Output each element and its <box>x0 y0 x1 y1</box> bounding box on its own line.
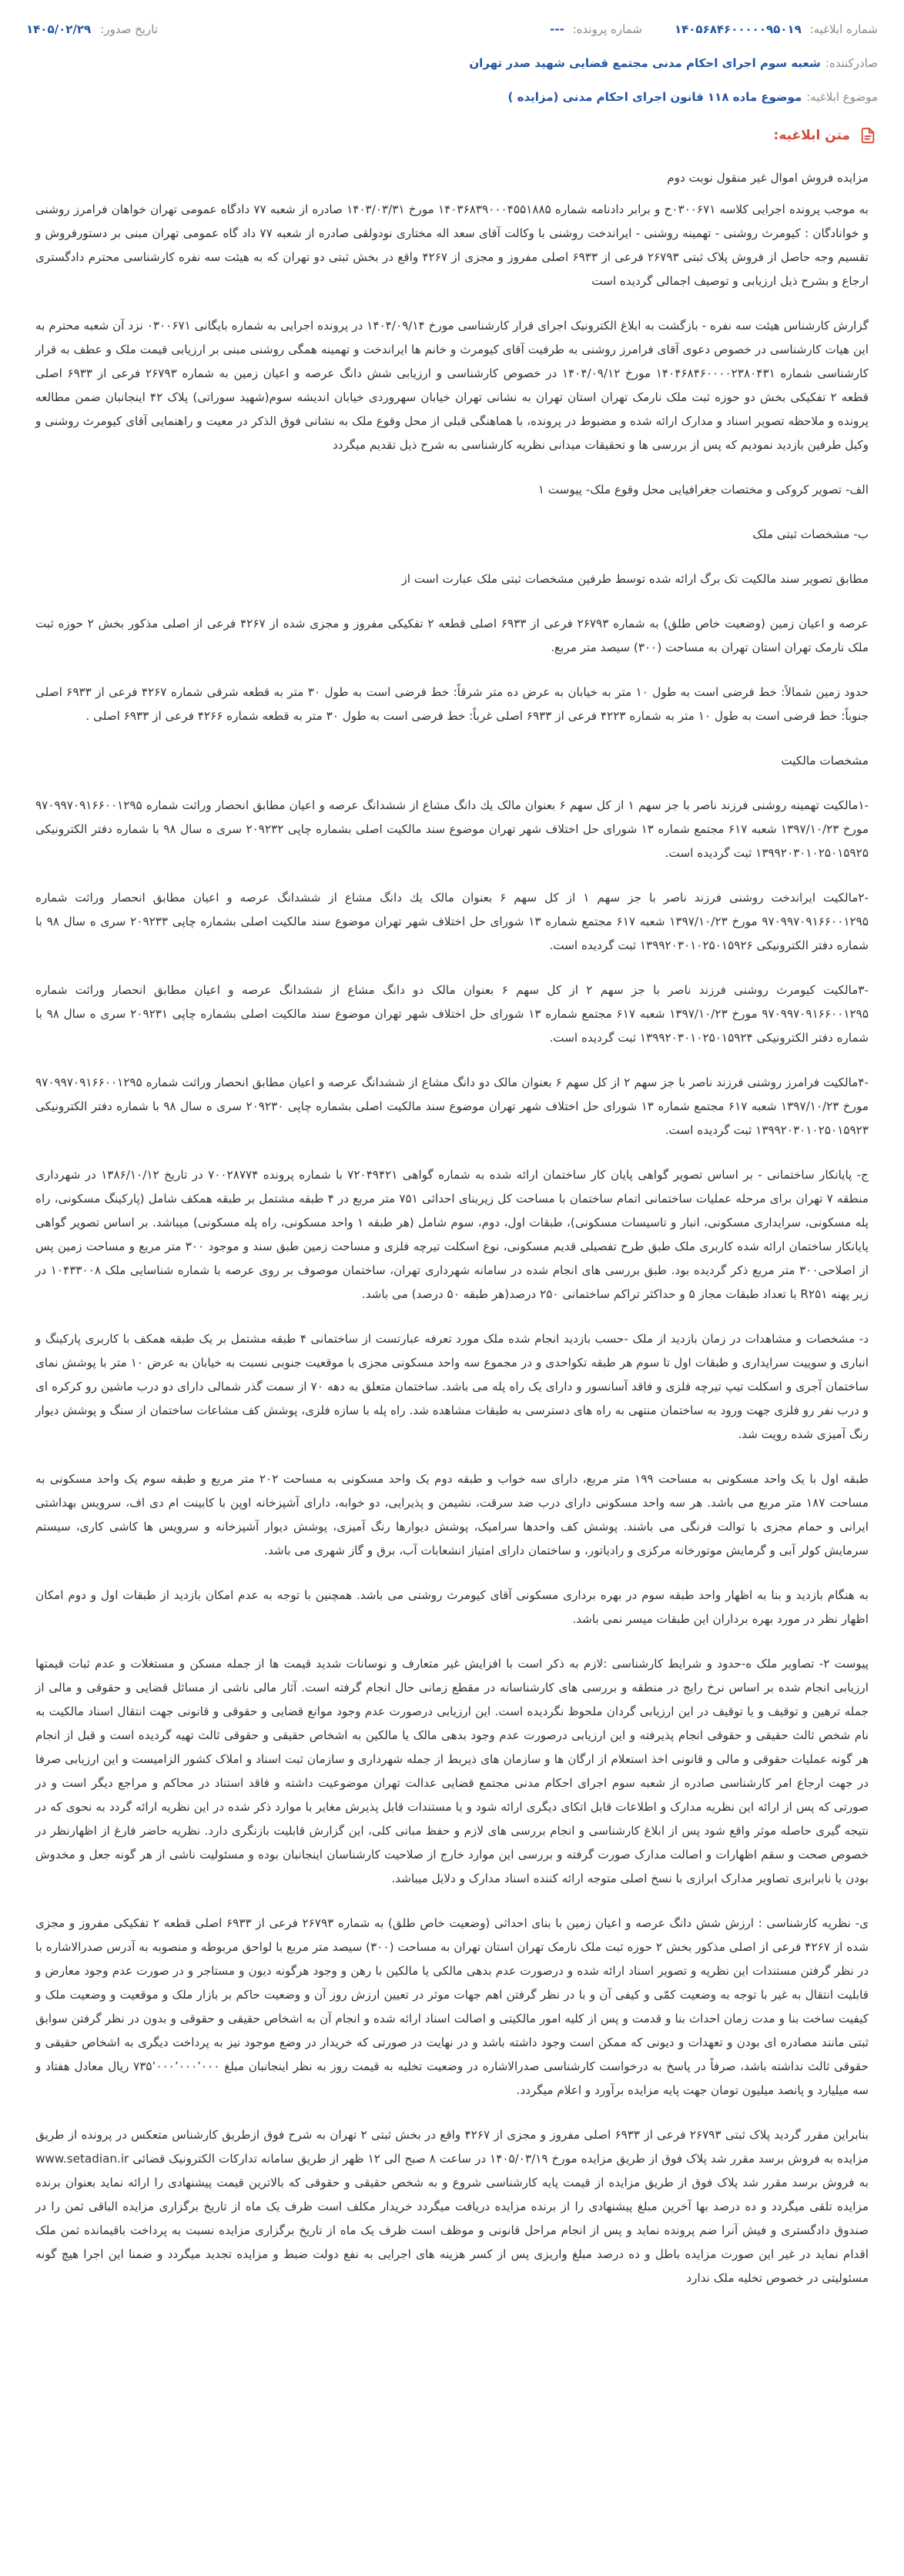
notice-title: متن ابلاغیه: <box>773 128 850 143</box>
paragraph-completion-certificate: ج- پایانکار ساختمانی - بر اساس تصویر گواهی پایان کار ساختمان ارائه شده به شماره گواهی ۷۲۰۴۹۴۲۱ با شماره پرونده ۷۰۰۲۸۷۷۴ در تاریخ ۱۳۸۶/۱۰/۱۲ در شهرداری منطقه ۷ تهران برای مرحله عملیات ساختمانی اتمام ساختمان با مساحت کل زیربنای احداثی ۷۵۱ متر مربع در ۴ طبقه مشتمل بر طبقه همکف شامل (پارکینگ مسکونی، راه پله مسکونی، سرایداری مسکونی، انبار و تاسیسات مسکونی)، طبقات اول، دوم، سوم شامل (هر طبقه ۱ واحد مسکونی، راه پله مسکونی) میباشد. بر اساس تصویر گواهی پایانکار ساختمان ارائه شده کاربری ملک طبق طرح تفصیلی قدیم مسکونی، نوع اسکلت تیرچه فلزی و مساحت زمین طبق سند و موجود ۳۰۰ متر مربع و مساحت زمین پس از اصلاحی۳۰۰ متر مربع ذکر گردیده بود. طبق بررسی های انجام شده در سامانه شهرداری تهران، ساختمان موصوف بر روی عرصه با شماره شناسایی ملک ۱۰۴۳۳۰۰۸ در زیر پهنه R۲۵۱ با تعداد طبقات مجاز ۵ و حداکثر تراکم ساختمانی ۲۵۰ درصد(هر طبقه ۵۰ درصد) می باشد. <box>35 1168 869 1301</box>
auction-heading: مزایده فروش اموال غیر منقول نوبت دوم <box>667 171 869 185</box>
issue-date: ۱۴۰۵/۰۲/۲۹ <box>26 22 92 36</box>
notice-page <box>0 12 904 2576</box>
subject: موضوع ماده ۱۱۸ قانون اجرای احکام مدنی (مزایده ) <box>507 90 802 104</box>
issuer: شعبه سوم اجرای احکام مدنی مجتمع قضایی شهید صدر تهران <box>469 56 821 70</box>
subject-row <box>26 80 878 114</box>
paragraph-owner-4: -۴مالکیت فرامرز روشنی فرزند ناصر با جز سهم ۲ از کل سهم ۶ بعنوان مالک دو دانگ مشاع از ششدانگ عرصه و اعیان مطابق انحصار وراثت شماره ۹۷۰۹۹۷۰۹۱۶۶۰۰۱۲۹۵ مورخ ۱۳۹۷/۱۰/۲۳ شعبه ۶۱۷ مجتمع شماره ۱۳ شورای حل اختلاف شهر تهران موضوع سند مالکیت اصلی بشماره چاپی ۲۰۹۲۳۰ سری ه سال ۹۸ با شماره دفتر الکترونیکی ۱۳۹۹۲۰۳۰۱۰۲۵۰۱۵۹۲۳ ثبت گردیده است. <box>35 1076 869 1137</box>
header-meta-row <box>26 12 878 46</box>
paragraph-expert-opinion: ی- نظریه کارشناسی : ارزش شش دانگ عرصه و اعیان زمین با بنای احداثی (وضعیت خاص طلق) به شماره ۲۶۷۹۳ فرعی از ۶۹۳۳ اصلی قطعه ۲ تفکیکی مفروز و مجزی شده از ۴۲۶۷ فرعی از اصلی مذکور بخش ۲ حوزه ثبت ملک نارمک تهران استان تهران به مساحت (۳۰۰) سیصد متر مربع با لواحق مربوطه و منصوبه به آدرس صدرالاشاره با در نظر گرفتن مستندات این نظریه و تصویر اسناد ارائه شده و درصورت عدم بدهی مالکی یا مالکین با رهن و وجود هرگونه دیون و مستاجر و در صورت عدم وجود معارض و قابلیت انتقال به غیر با توجه به وضعیت کمّی و کیفی آن و با در نظر گرفتن اهم جهات موثر در تعیین ارزش روز آن و وضعیت حاکم بر بازار ملک و موقعیت و وضعیت ملک و کیفیت ساخت بنا و مدت زمان احداث بنا و قدمت و پس از کلیه امور مالکیتی و اصالت اسناد ارائه شده و انجام آن به اشخاص حقیقی و حقوقی و بدون در نظر گرفتن سوابق ثبتی مانند مصادره ای بودن و تعهدات و دیونی که ممکن است وجود داشته باشد و در نهایت در صورتی که خریدار در وضع موجود نیز به پرداخت دیگری به اشخاص حقیقی و حقوقی ثالث نداشته باشد، صرفاً در پاسخ به درخواست کارشناسی صدرالاشاره در وضعیت تخلیه به قیمت روز به نظر اینجانبان مبلغ ۷۳۵٬۰۰۰٬۰۰۰٬۰۰۰ ریال معادل هفتاد و سه میلیارد و پانصد میلیون تومان جهت پایه مزایده برآورد و اعلام میگردد. <box>35 1916 869 2097</box>
paragraph-conditions: پیوست ۲- تصاویر ملک ه-حدود و شرایط کارشناسی :لازم به ذکر است با افزایش غیر متعارف و نوسانات شدید قیمت ها از جمله مسکن و مستغلات و عدم ثبات قیمتها ارزیابی انجام شده بر اساس نرخ رایج در منطقه و بررسی های کارشناسانه در مقطع زمانی حال انجام گرفته است. آثار مالی ناشی از مسائل قضایی و حقوقی و مالی از جمله ترهین و توقیف و یا توقیف در این ارزیابی گردان ملحوظ نگردیده است. این ارزیابی درصورت عدم وجود موانع قضایی و حقوقی و قانونی جهت انتقال اسناد مالکیت به نام شخص ثالث حقیقی و حقوقی انجام پذیرفته و این ارزیابی درصورت عدم وجود بدهی مالک یا مالکین به اشخاص حقیقی و حقوقی ثالث تهیه گردیده است و قبل از انجام هر گونه عملیات حقوقی و مالی و قانونی اخذ استعلام از ارگان ها و سازمان های ذیربط از جمله شهرداری و سازمان ثبت اسناد و املاک کشور الزامیست و این ارزیابی صرفا در جهت ارجاع امر کارشناسی صادره از شعبه سوم اجرای احکام مدنی مجتمع قضایی عدالت تهران موضوعیت داشته و فاقد استناد در محاکم و مراجع دیگر است و در صورتی که پس از ارائه این نظریه مدارک و اطلاعات قابل اتکای دیگری ارائه شود و یا مستندات قابل پذیرش مغایر با موارد ذکر شده در این نظریه ارائه گردد به نحوی که در نتیجه گیری حاصله موثر واقع شود پس از ابلاغ کارشناسی و انجام بررسی های لازم و حفظ مبانی کلی، این گزارش قابلیت بازنگری دارد. نظریه حاضر فارغ از اظهارنظر در خصوص صحت و سقم اظهارات و اصالت مدارک صورت گرفته و بررسی این موارد خارج از صلاحیت کارشناسان اینجانبان بوده و مسئولیت ناشی از هر گونه جعل و مخدوش بودن یا نابرابری تصاویر مدارک ابرازی با نسخ اصلی متوجه ارائه کننده اسناد مدارک و دلایل میباشد. <box>35 1657 869 1885</box>
paragraph-owner-1: -۱مالکیت تهمینه روشنی فرزند ناصر با جز سهم ۱ از کل سهم ۶ بعنوان مالک یك دانگ مشاع از ششدانگ عرصه و اعیان مطابق انحصار وراثت شماره ۹۷۰۹۹۷۰۹۱۶۶۰۰۱۲۹۵ مورخ ۱۳۹۷/۱۰/۲۳ شعبه ۶۱۷ مجتمع شماره ۱۳ شورای حل اختلاف شهر تهران موضوع سند مالکیت اصلی بشماره چاپی ۲۰۹۲۳۲ سری ه سال ۹۸ با شماره دفتر الکترونیکی ۱۳۹۹۲۰۳۰۱۰۲۵۰۱۵۹۲۵ ثبت گردیده است. <box>35 798 869 860</box>
notice-number: ۱۴۰۵۶۸۴۶۰۰۰۰۰۹۵۰۱۹ <box>674 22 802 36</box>
notice-number-label: شماره ابلاغیه: <box>809 22 878 36</box>
paragraph-auction-terms: بنابراین مقرر گردید پلاک ثبتی ۲۶۷۹۳ فرعی از ۶۹۳۳ اصلی مفروز و مجزی از ۴۲۶۷ واقع در بخش ثبتی ۲ تهران به شرح فوق ازطریق کارشناس متعکس در پرونده از طریق مزایده به فروش برسد مقرر شد پلاک فوق از طریق مزایده مورخ ۱۴۰۵/۰۳/۱۹ در ساعت ۸ صبح الی ۱۲ ظهر از طریق سامانه تدارکات الکترونیک قضائی www.setadian.ir به فروش برسد مقرر شد پلاک فوق از طریق مزایده از قیمت پایه کارشناسی شروع و به شخص حقیقی و حقوقی که بالاترین قیمت پیشنهادی را ارائه نماید بعنوان برنده مزایده تلقی میگردد و ده درصد بها آخرین مبلغ پیشنهادی را از برنده مزایده دریافت میگردد خریدار مکلف است ظرف یک ماه از تاریخ برگزاری مزایده الباقی ثمن را در صندوق دادگستری و فیش آنرا ضم پرونده نماید و پس از انجام مراحل قانونی و موظف است ظرف یک ماه از تاریخ برگزاری مزایده نسبت به پرداخت باقیمانده ثمن ملک اقدام نماید در غیر این صورت مزایده باطل و ده درصد مبلغ واریزی پس از کسر هزینه های اجرایی به نفع دولت ضبط و مزایده تجدید میگردد و ضمنا این اجرا هیچ گونه مسئولیتی در خصوص تخلیه ملک ندارد <box>35 2128 869 2285</box>
paragraph-deed-intro: مطابق تصویر سند مالکیت تک برگ ارائه شده توسط طرفین مشخصات ثبتی ملک عبارت است از <box>401 572 869 586</box>
case-number: --- <box>550 22 564 36</box>
paragraph-units-description: طبقه اول با یک واحد مسکونی به مساحت ۱۹۹ متر مربع، دارای سه خواب و طبقه دوم یک واحد مسکونی به مساحت ۲۰۲ متر مربع و طبقه سوم یک واحد مسکونی به مساحت ۱۸۷ متر مربع می باشد. هر سه واحد مسکونی دارای درب ضد سرقت، نشیمن و پذیرایی، دو خوابه، دارای آشپزخانه اوپن با کابینت ام دی اف، سرویس بهداشتی ایرانی و حمام مجزی با توالت فرنگی می باشند. پوشش کف واحدها سرامیک، پوشش دیوارها رنگ آمیزی، پوشش دیوار آشپزخانه و سرویس ها کاشی کاری، سیستم سرمایش کولر آبی و گرمایش موتورخانه مرکزی و رادیاتور، و ساختمان دارای امتیاز انشعابات آب، برق و گاز شهری می باشد. <box>35 1472 869 1557</box>
notice-number-field <box>675 22 878 36</box>
header-numbers <box>158 22 878 36</box>
paragraph-land-boundaries: حدود زمین شمالاً: خط فرضی است به طول ۱۰ متر به خیابان به عرض ده متر شرقاً: خط فرضی است به طول ۳۰ متر به قطعه شرقی شماره ۴۲۶۷ فرعی از ۶۹۳۳ اصلی جنوباً: خط فرضی است به طول ۱۰ متر به شماره ۴۲۲۳ فرعی از ۶۹۳۳ اصلی غرباً: خط فرضی است به طول ۳۰ متر به قطعه شماره ۴۲۶۶ فرعی از ۶۹۳۳ اصلی . <box>35 685 869 723</box>
issuer-row <box>26 46 878 80</box>
case-number-field <box>550 22 642 36</box>
case-number-label: شماره پرونده: <box>572 22 642 36</box>
paragraph-owner-2: -۲مالکیت ایراندخت روشنی فرزند ناصر با جز سهم ۱ از کل سهم ۶ بعنوان مالک یك دانگ مشاع از ششدانگ عرصه و اعیان مطابق انحصار وراثت شماره ۹۷۰۹۹۷۰۹۱۶۶۰۰۱۲۹۵ مورخ ۱۳۹۷/۱۰/۲۳ شعبه ۶۱۷ مجتمع شماره ۱۳ شورای حل اختلاف شهر تهران موضوع سند مالکیت اصلی بشماره چاپی ۲۰۹۲۳۳ سری ه سال ۹۸ با شماره دفتر الکترونیکی ۱۳۹۹۲۰۳۰۱۰۲۵۰۱۵۹۲۶ ثبت گردیده است. <box>35 891 869 952</box>
paragraph-section-be: ب- مشخصات ثبتی ملک <box>752 527 869 541</box>
paragraph-case-intro: به موجب پرونده اجرایی کلاسه ۰۳۰۰۶۷۱ح و برابر دادنامه شماره ۱۴۰۳۶۸۳۹۰۰۰۴۵۵۱۸۸۵ مورخ ۱۴۰۳/۰۳/۳۱ صادره از شعبه ۷۷ دادگاه عمومی تهران خواهان فرامرز روشنی و خوانادگان : کیومرث روشنی - تهمینه روشنی - ایراندخت روشنی با وکالت آقای سعد اله مختاری نودولقی صادره از شعبه ۷۷ داد گاه عمومی تهران مبنی بر دستورفروش و تقسیم وجه حاصل از فروش پلاک ثبتی ۲۶۷۹۳ فرعی از ۶۹۳۳ اصلی مفروز و مجزی از ۴۲۶۷ واقع در بخش ثبتی دو تهران که به هیئت سه نفره کارشناسی محترم دادگستری ارجاع و بشرح ذیل ارزیابی و توصیف اجمالی گردیده است <box>35 202 869 288</box>
paragraph-section-alef: الف- تصویر کروکی و مختصات جغرافیایی محل وقوع ملک- پیوست ۱ <box>537 483 869 497</box>
paragraph-ownership-heading: مشخصات مالکیت <box>781 754 869 768</box>
paragraph-occupancy: به هنگام بازدید و بنا به اظهار واحد طبقه سوم در بهره برداری مسکونی آقای کیومرث روشنی می باشد. همچنین با توجه به عدم امکان بازدید از طبقات اول و دوم امکان اظهار نظر در مورد بهره برداران این طبقات میسر نمی باشد. <box>35 1588 869 1626</box>
paragraph-land-description: عرصه و اعیان زمین (وضعیت خاص طلق) به شماره ۲۶۷۹۳ فرعی از ۶۹۳۳ اصلی قطعه ۲ تفکیکی مفروز و مجزی شده از ۴۲۶۷ فرعی از اصلی مذکور بخش ۲ حوزه ثبت ملک نارمک تهران استان تهران به مساحت (۳۰۰) سیصد متر مربع. <box>35 617 869 654</box>
issue-date-label: تاریخ صدور: <box>100 22 158 36</box>
paragraph-expert-report: گزارش کارشناس هیئت سه نفره - بازگشت به ابلاغ الکترونیک اجرای قرار کارشناسی مورخ ۱۴۰۴/۰۹/۱۴ در پرونده اجرایی به شماره بایگانی ۰۳۰۰۶۷۱ نزد آن شعبه محترم به این هیات کارشناسی در خصوص دعوی آقای فرامرز روشنی به طرفیت آقای کیومرث و خانم ها ایراندخت و تهمینه همگی روشنی مبنی بر ارزیابی قیمت ملک و عطف به قرار کارشناسی شماره ۱۴۰۴۶۸۴۶۰۰۰۰۲۳۸۰۴۳۱ مورخ ۱۴۰۴/۰۹/۱۲ در خصوص کارشناسی و ارزیابی شش دانگ عرصه و اعیان زمین به شماره ۲۶۷۹۳ فرعی از ۶۹۳۳ اصلی قطعه ۲ تفکیکی بخش دو حوزه ثبت ملک نارمک تهران استان تهران به نشانی تهران خیابان سهروردی خیابان اندیشه سوم(شهید سوراتی) پلاک ۴۲ اینجانبان ضمن مطالعه پرونده و ملاحظه تصویر اسناد و مدارک ارائه شده و مضبوط در پرونده، با هماهنگی قبلی از محل وقوع ملک به نشانی فوق الذکر در معیت و راهنمایی آقای کیومرث روشنی و وکیل طرفین بازدید نمودیم که پس از بررسی ها و تحقیقات میدانی نظریه کارشناسی به شرح ذیل تقدیم میگردد <box>35 319 869 452</box>
notice-body <box>26 166 878 2290</box>
paragraph-site-observations: د- مشخصات و مشاهدات در زمان بازدید از ملک -حسب بازدید انجام شده ملک مورد تعرفه عبارتست از ساختمانی ۴ طبقه مشتمل بر یک طبقه همکف با کاربری پارکینگ و انباری و سوییت سرایداری و طبقات اول تا سوم هر طبقه تکواحدی و در مجموع سه واحد مسکونی مجزی با موقعیت جنوبی نسبت به خیابان به عرض ۱۰ متر با پوشش نمای ساختمان آجری و اسکلت تیپ تیرچه فلزی و فاقد آسانسور و دارای یک راه پله می باشد. ساختمان متعلق به دهه ۷۰ از سمت گذر شمالی دارای دو درب ماشین رو کرکره ای و درب نفر رو فلزی جهت ورود به ساختمان منتهی به راه های دسترسی به طبقات مشاهده شد. راه پله با سازه فلزی، پوشش کف مشاعات ساختمان از سنگ و پوشش دیوار رنگ آمیزی شده رویت شد. <box>35 1332 869 1441</box>
issuer-label: صادرکننده: <box>825 56 878 70</box>
paragraph-owner-3: -۳مالکیت کیومرث روشنی فرزند ناصر با جز سهم ۲ از کل سهم ۶ بعنوان مالک دو دانگ مشاع از ششدانگ عرصه و اعیان مطابق انحصار وراثت شماره ۹۷۰۹۹۷۰۹۱۶۶۰۰۱۲۹۵ مورخ ۱۳۹۷/۱۰/۲۳ شعبه ۶۱۷ مجتمع شماره ۱۳ شورای حل اختلاف شهر تهران موضوع سند مالکیت اصلی بشماره چاپی ۲۰۹۲۳۱ سری ه سال ۹۸ با شماره دفتر الکترونیکی ۱۳۹۹۲۰۳۰۱۰۲۵۰۱۵۹۲۴ ثبت گردیده است. <box>35 983 869 1045</box>
subject-label: موضوع ابلاغیه: <box>806 90 878 104</box>
document-text-icon <box>858 125 878 146</box>
issue-date-field <box>26 22 158 36</box>
notice-header <box>26 120 878 151</box>
